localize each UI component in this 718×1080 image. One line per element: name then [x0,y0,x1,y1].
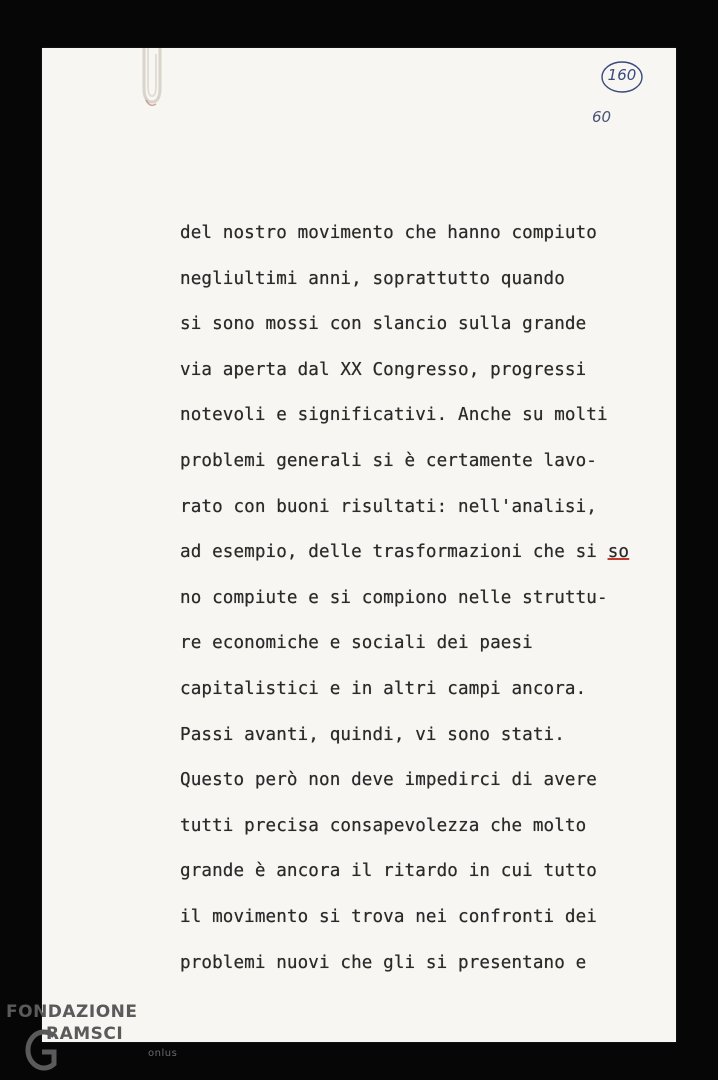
body-text [180,222,629,997]
watermark-line-2: RAMSCI [46,1024,124,1044]
watermark-line-1: FONDAZIONE [6,1002,138,1022]
text-line: si sono mossi con slancio sulla grande [180,314,587,335]
pencil-page-number: 60 [592,108,612,126]
text-line: del nostro movimento che hanno compiuto [180,223,598,243]
text-line: rato con buoni risultati: nell'analisi, [180,496,598,517]
paperclip-mark-icon [134,48,168,110]
text-line: problemi generali si è certamente lavo- [180,450,598,471]
typewritten-page [42,48,676,1042]
text-line: via aperta dal XX Congresso, progressi [180,359,587,380]
text-line: capitalistici e in altri campi ancora. [180,678,587,699]
text-line: notevoli e significativi. Anche su molti [180,405,608,426]
text-line: no compiute e si compiono nelle struttu- [180,587,608,608]
watermark-line-3: onlus [148,1048,178,1059]
fondazione-gramsci-watermark [2,1000,182,1076]
text-line: problemi nuovi che gli si presentano e [180,952,587,973]
text-line: tutti precisa consapevolezza che molto [180,815,587,836]
text-line: re economiche e sociali dei paesi [180,633,533,654]
text-line: negliultimi anni, soprattutto quando [180,268,565,289]
text-line: grande è ancora il ritardo in cui tutto [180,861,598,882]
text-line: Passi avanti, quindi, vi sono stati. [180,724,565,745]
text-line: ad esempio, delle trasformazioni che si so [180,542,630,563]
circled-page-number-text: 160 [607,66,637,84]
circled-page-number [600,60,644,94]
text-line: Questo però non deve impedirci di avere [180,770,598,791]
text-line: il movimento si trova nei confronti dei [180,906,598,927]
underlined-syllable: so [607,542,630,563]
